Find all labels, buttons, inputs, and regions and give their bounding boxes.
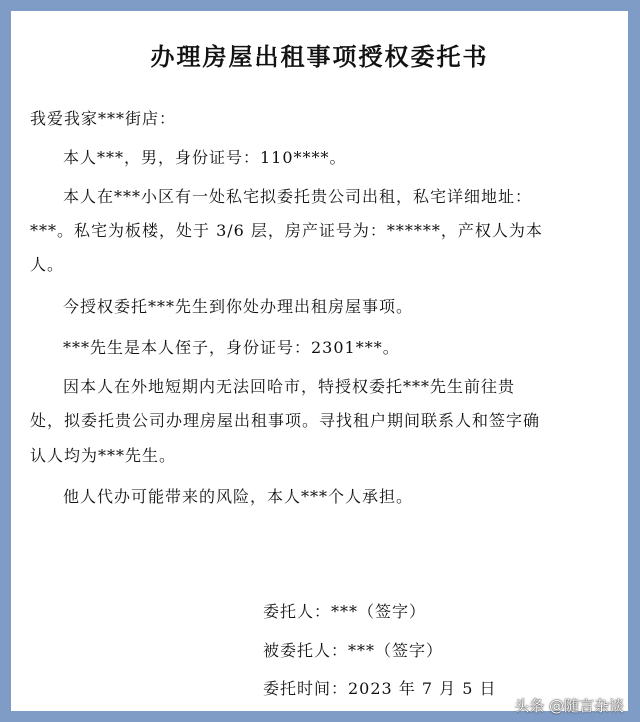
watermark: 头条 @随言杂谈 <box>514 697 624 715</box>
paragraph-line: ***先生是本人侄子，身份证号：2301***。 <box>63 338 400 357</box>
document-page <box>11 11 628 711</box>
signing-date: 委托时间：2023 年 7 月 5 日 <box>263 679 497 698</box>
salutation: 我爱我家***街店： <box>30 109 177 128</box>
paragraph-line: 今授权委托***先生到你处办理出租房屋事项。 <box>63 297 414 316</box>
principal-signature: 委托人：***（签字） <box>263 602 427 621</box>
paragraph-line: ***。私宅为板楼，处于 3/6 层，房产证号为：******，产权人为本 <box>30 221 543 240</box>
document-title: 办理房屋出租事项授权委托书 <box>150 42 489 71</box>
paragraph-line: 认人均为***先生。 <box>30 446 177 465</box>
paragraph-line: 因本人在外地短期内无法回哈市，特授权委托***先生前往贵 <box>63 377 516 396</box>
paragraph-line: 他人代办可能带来的风险，本人***个人承担。 <box>63 487 414 506</box>
paragraph-line: 人。 <box>30 255 65 274</box>
paragraph-line: 本人***，男，身份证号：110****。 <box>63 148 347 167</box>
paragraph-line: 本人在***小区有一处私宅拟委托贵公司出租，私宅详细地址： <box>63 187 533 206</box>
paragraph-line: 处，拟委托贵公司办理房屋出租事项。寻找租户期间联系人和签字确 <box>30 411 541 430</box>
agent-signature: 被委托人：***（签字） <box>263 641 444 660</box>
